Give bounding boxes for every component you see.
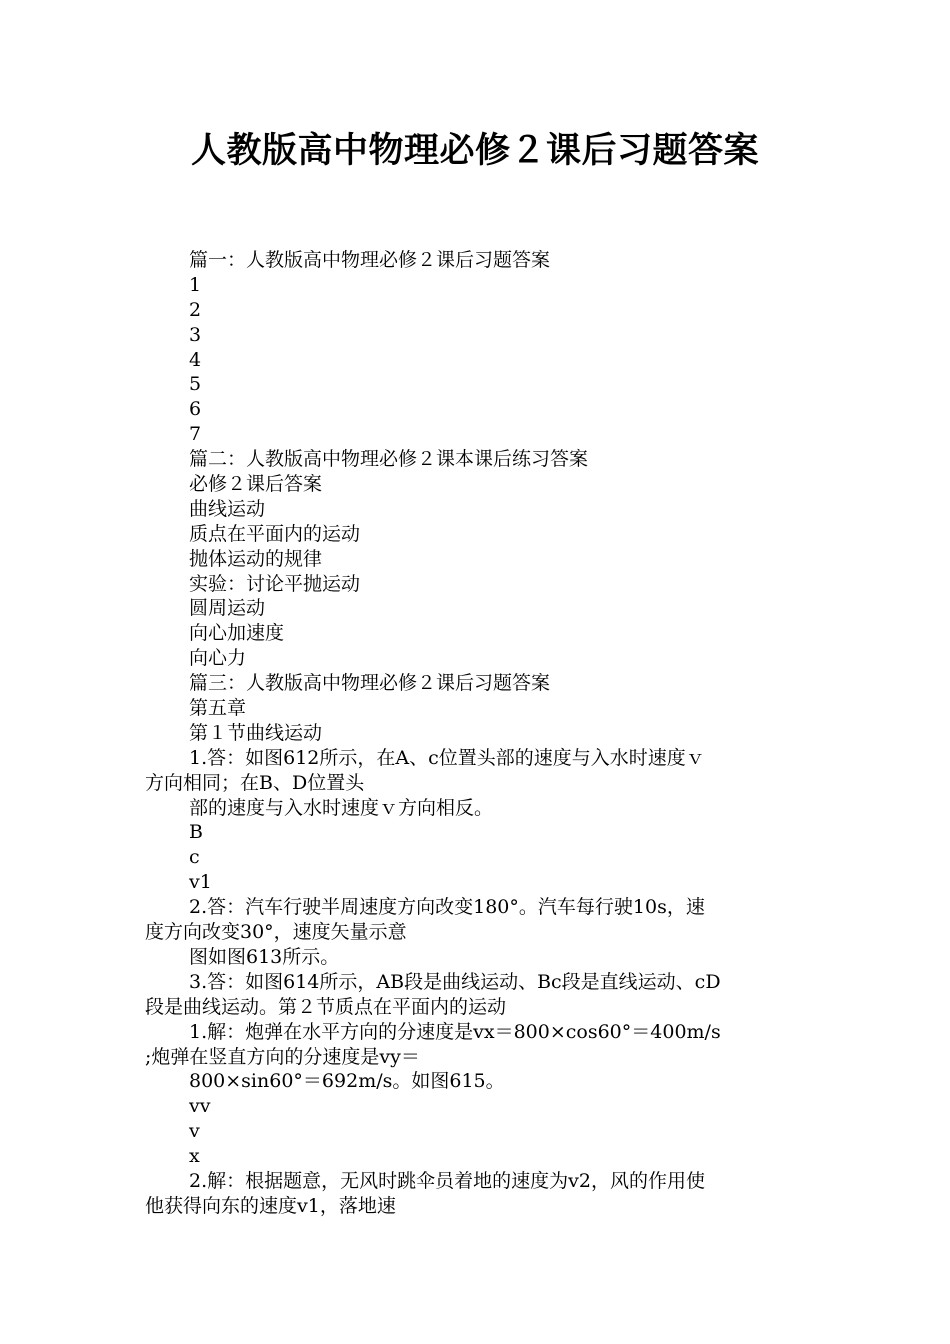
text-line: vv: [189, 1095, 211, 1118]
text-line: 1: [189, 273, 202, 296]
text-line: 度方向改变30°，速度矢量示意: [145, 921, 407, 944]
text-line: 圆周运动: [189, 597, 266, 620]
text-line: 段是曲线运动。第２节质点在平面内的运动: [145, 995, 507, 1018]
text-line: 6: [189, 398, 202, 421]
text-line: 质点在平面内的运动: [189, 522, 361, 545]
text-line: 1.答：如图612所示，在A、c位置头部的速度与入水时速度ｖ: [189, 746, 705, 769]
text-line: 必修２课后答案: [189, 473, 323, 496]
text-line: B: [189, 821, 203, 844]
text-line: 5: [189, 373, 202, 396]
text-line: 1.解：炮弹在水平方向的分速度是vx＝800×cos60°＝400m/s: [189, 1020, 721, 1043]
text-line: 800×sin60°＝692m/s。如图615。: [189, 1070, 505, 1093]
text-line: v: [189, 1120, 200, 1143]
text-line: 2.解：根据题意，无风时跳伞员着地的速度为v2，风的作用使: [189, 1169, 705, 1192]
text-line: 3: [189, 323, 202, 346]
text-line: 篇一：人教版高中物理必修２课后习题答案: [189, 249, 551, 271]
document-body: [145, 248, 807, 1219]
text-line: 篇二：人教版高中物理必修２课本课后练习答案: [189, 448, 589, 471]
text-line: 3.答：如图614所示，AB段是曲线运动、Bc段是直线运动、cD: [189, 970, 721, 993]
text-line: x: [189, 1145, 200, 1168]
text-line: ;炮弹在竖直方向的分速度是vy＝: [145, 1045, 420, 1068]
text-line: v1: [189, 871, 212, 894]
document-title: 人教版高中物理必修２课后习题答案: [190, 131, 759, 171]
text-line: 4: [189, 348, 202, 371]
text-line: 抛体运动的规律: [189, 547, 323, 570]
text-line: 实验：讨论平抛运动: [189, 572, 361, 595]
text-line: 向心力: [189, 647, 247, 670]
text-line: 篇三：人教版高中物理必修２课后习题答案: [189, 672, 551, 695]
text-line: 曲线运动: [189, 497, 266, 520]
text-line: 第五章: [189, 697, 247, 720]
text-line: 他获得向东的速度v1，落地速: [145, 1194, 396, 1217]
text-line: 第１节曲线运动: [189, 721, 323, 744]
text-line: 部的速度与入水时速度ｖ方向相反。: [189, 796, 494, 819]
text-line: 方向相同；在B、D位置头: [145, 771, 365, 794]
text-line: 2.答：汽车行驶半周速度方向改变180°。汽车每行驶10s，速: [189, 896, 705, 919]
text-line: 7: [189, 423, 202, 446]
text-line: 图如图613所示。: [189, 945, 340, 968]
text-line: 向心加速度: [189, 622, 285, 645]
text-line: 2: [189, 298, 202, 321]
text-line: c: [189, 846, 200, 869]
